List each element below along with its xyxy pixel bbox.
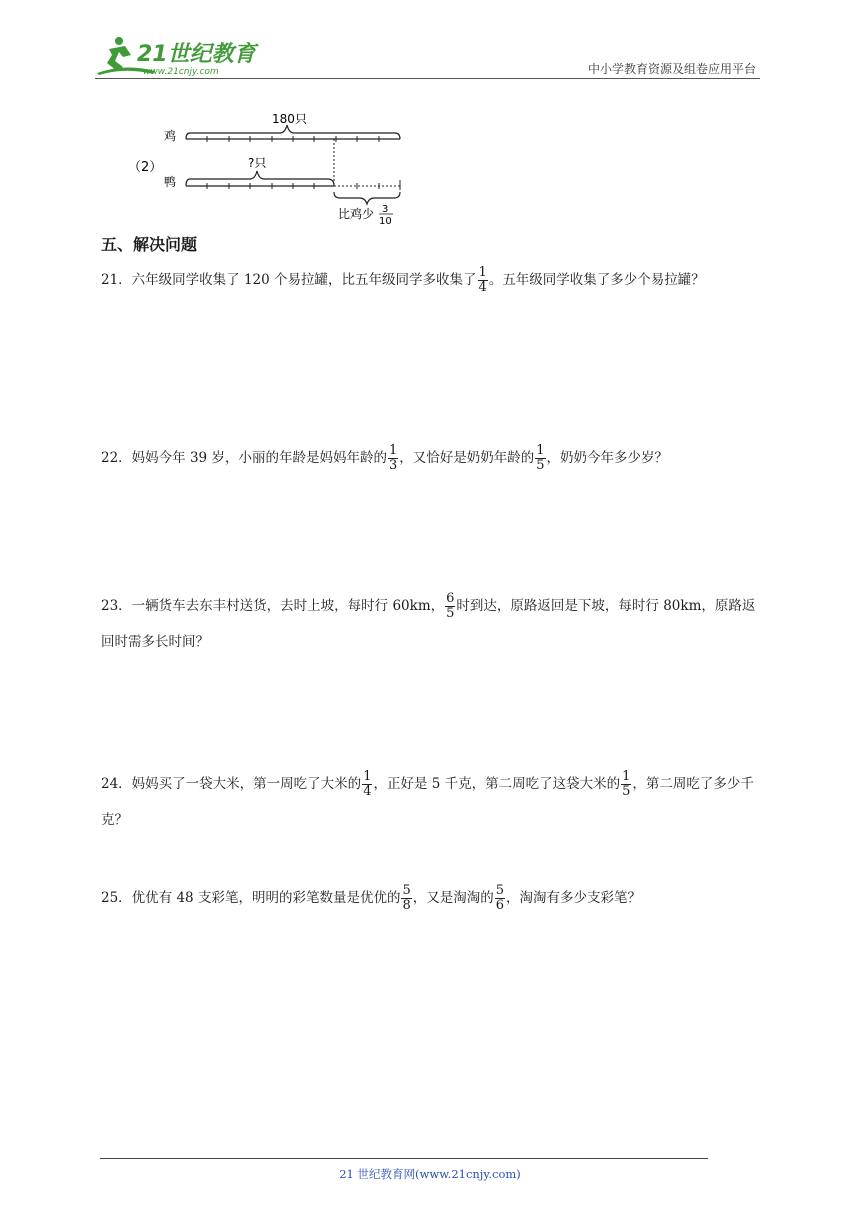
- difference-brace: [334, 192, 400, 204]
- line-segment-diagram: [120, 100, 420, 230]
- diagram-label: （2）: [128, 160, 163, 175]
- svg-text:21世纪教育: 21世纪教育: [137, 42, 256, 67]
- difference-num: 3: [382, 204, 389, 215]
- chicken-amount: 180只: [272, 112, 307, 126]
- fraction: $\frac{6}{5}$: [446, 591, 455, 621]
- duck-brace: [186, 171, 334, 186]
- site-logo: [95, 33, 265, 77]
- chicken-label: 鸡: [164, 129, 177, 143]
- fraction: $\frac{1}{4}$: [478, 265, 487, 295]
- fraction: $\frac{1}{5}$: [536, 443, 545, 473]
- header-divider: [95, 78, 760, 79]
- question-21: 21．六年级同学收集了 120 个易拉罐，比五年级同学多收集了 $\frac{1}{4}$ 。五年级同学收集了多少个易拉罐？: [101, 265, 705, 295]
- svg-text:www.21cnjy.com: www.21cnjy.com: [143, 67, 219, 77]
- fraction: $\frac{1}{4}$: [363, 769, 372, 799]
- question-24: 24．妈妈买了一袋大米，第一周吃了大米的 $\frac{1}{4}$ ，正好是 5 千克，第二周吃了这袋大米的 $\frac{1}{5}$ ，第二周吃了多少千克？: [101, 769, 754, 828]
- question-23: 23．一辆货车去东丰村送货，去时上坡，每时行 60km， $\frac{6}{5}$ 时到达，原路返回是下坡，每时行 80km，原路返回时需多长时间？: [101, 591, 756, 650]
- fraction: $\frac{5}{6}$: [495, 883, 505, 913]
- header-tagline: 中小学教育资源及组卷应用平台: [587, 62, 756, 76]
- difference-text: 比鸡少: [338, 207, 375, 221]
- footer-link[interactable]: 21 世纪教育网(www.21cnjy.com): [339, 1167, 521, 1181]
- fraction: $\frac{5}{8}$: [402, 883, 411, 913]
- footer-divider: [100, 1158, 708, 1159]
- fraction: $\frac{1}{3}$: [388, 443, 398, 473]
- section-title: 五、解决问题: [101, 235, 198, 254]
- fraction: $\frac{1}{5}$: [622, 769, 631, 799]
- question-22: 22．妈妈今年 39 岁，小丽的年龄是妈妈年龄的 $\frac{1}{3}$ ，又恰好是奶奶年龄的 $\frac{1}{5}$ ，奶奶今年多少岁？: [101, 443, 669, 473]
- difference-den: 10: [379, 216, 392, 227]
- page-header: [95, 33, 760, 79]
- question-25: 25．优优有 48 支彩笔，明明的彩笔数量是优优的 $\frac{5}{8}$ ，又是淘淘的 $\frac{5}{6}$ ，淘淘有多少支彩笔？: [101, 883, 642, 913]
- duck-label: 鸭: [164, 175, 177, 189]
- duck-amount: ?只: [248, 156, 267, 170]
- duck-ticks: [207, 180, 400, 190]
